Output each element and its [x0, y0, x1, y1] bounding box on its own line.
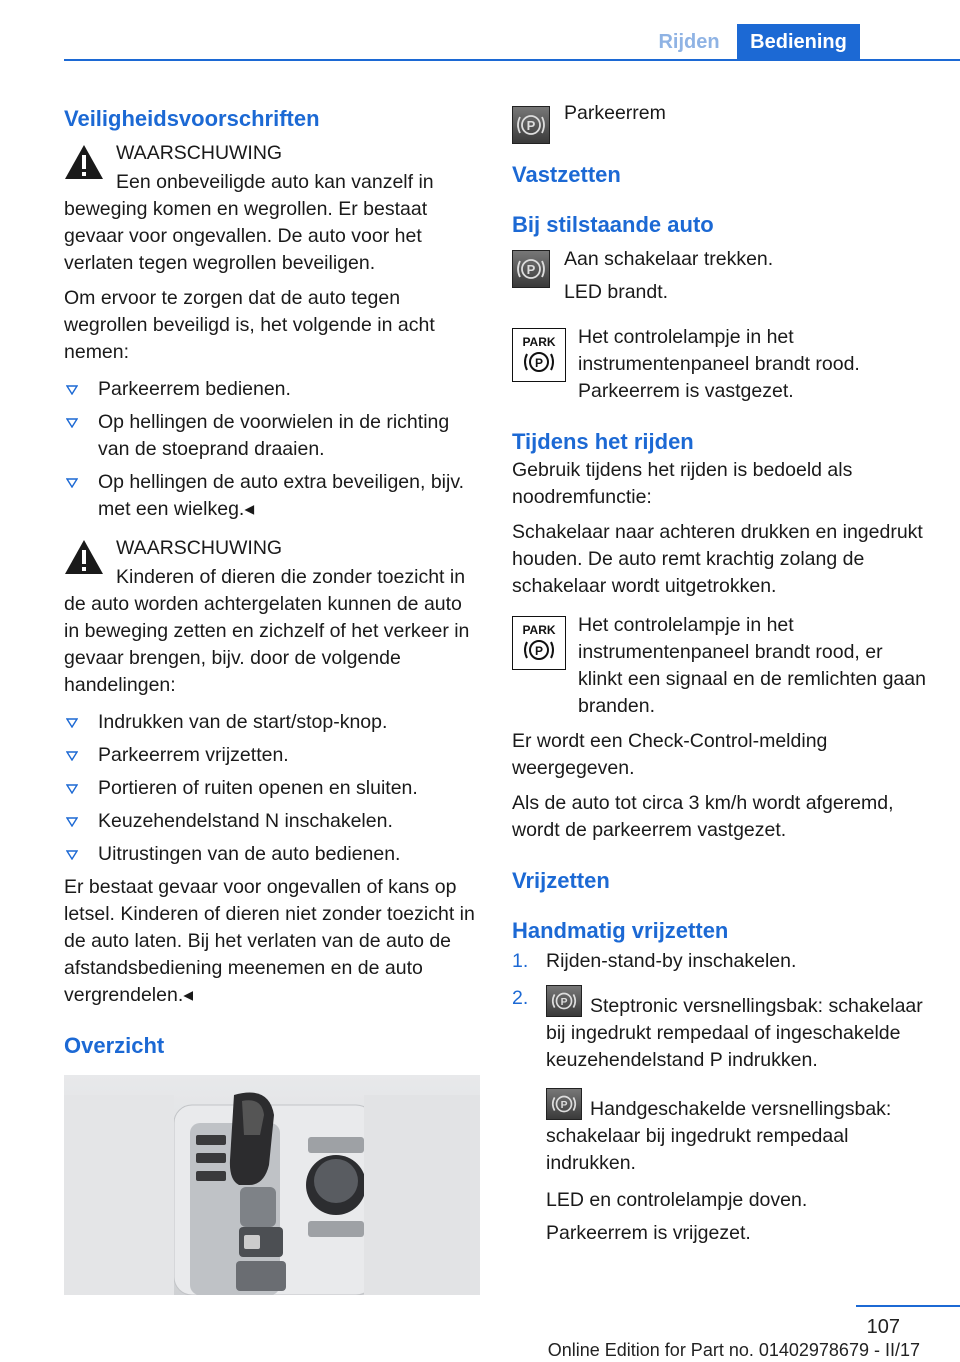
warning-title-1: WAARSCHUWING: [116, 142, 283, 164]
list-item: Parkeerrem bedienen.: [64, 376, 480, 403]
heading-secure: Vastzetten: [512, 162, 621, 187]
center-console-photo: [64, 1075, 480, 1295]
warning-end-text: Er bestaat gevaar voor ongevallen of kans op letsel. Kinderen of dieren niet zonder toezicht in de auto laten. Bij het verlaten van de auto de afstandsbediening meenemen en de auto vergrendelen.◂: [64, 876, 475, 1006]
list-item: [512, 948, 928, 975]
heading-driving: Tijdens het rijden: [512, 429, 694, 454]
list-item: Op hellingen de auto extra beveiligen, bijv. met een wielkeg.◂: [64, 469, 480, 523]
list-item: Parkeerrem vrijzetten.: [64, 742, 480, 769]
park-indicator-icon: [512, 616, 566, 670]
heading-release: Vrijzetten: [512, 868, 610, 893]
bullet-triangle-icon: [66, 751, 78, 761]
parking-brake-button-icon: [512, 250, 550, 288]
footer-rule: [856, 1305, 960, 1307]
stationary-step-led: LED brandt.: [564, 281, 669, 303]
bullet-triangle-icon: [66, 817, 78, 827]
step-text: Steptronic versnellingsbak: schakelaar bij ingedrukt rempedaal of ingeschakelde keuzehendelstand P indrukken.: [546, 995, 923, 1071]
warning-intro: Om ervoor te zorgen dat de auto tegen wegrollen beveiligd is, het volgende in acht nemen:: [64, 287, 435, 363]
warning-triangle-icon: [64, 144, 104, 180]
driving-paragraph-3: Er wordt een Check-Control-melding weergegeven.: [512, 730, 828, 779]
park-indicator-icon: [512, 328, 566, 382]
step-text: Rijden-stand-by inschakelen.: [546, 950, 797, 972]
stationary-step-pull: Aan schakelaar trekken.: [564, 248, 774, 270]
manual-gearbox-note: [546, 1088, 928, 1177]
step-text: Handgeschakelde versnellingsbak: schakelaar bij ingedrukt rempedaal indrukken.: [546, 1098, 892, 1174]
park-lamp-note-1: [512, 324, 928, 405]
parking-brake-button-icon: [546, 985, 582, 1017]
edition-note: Online Edition for Part no. 01402978679 - II/17: [547, 1340, 920, 1360]
svg-text:P: P: [526, 118, 536, 133]
handling-list: [64, 709, 480, 868]
parking-brake-button-icon: [512, 106, 550, 144]
park-lamp-text-2: Het controlelampje in het instrumentenpaneel brandt rood, er klinkt een signaal en de remlichten gaan branden.: [578, 614, 926, 717]
center-console-illustration: [64, 1075, 480, 1295]
svg-text:P: P: [526, 262, 536, 277]
bullet-triangle-icon: [66, 418, 78, 428]
rollaway-list: [64, 376, 480, 523]
list-item: Indrukken van de start/stop-knop.: [64, 709, 480, 736]
warning-text-1: Een onbeveiligde auto kan vanzelf in beweging komen en wegrollen. Er bestaat gevaar voor ongevallen. De auto voor het verlaten tegen wegrollen beveiligen.: [64, 171, 434, 274]
list-item: Uitrustingen van de auto bedienen.: [64, 841, 480, 868]
chapter-tab-bediening[interactable]: Bediening: [737, 24, 860, 61]
parking-brake-button-icon: [546, 1088, 582, 1120]
page-number: 107: [866, 1316, 900, 1338]
warning-block-2: [64, 535, 480, 562]
bullet-triangle-icon: [66, 385, 78, 395]
svg-text:PARK: PARK: [522, 623, 556, 637]
warning-text-2: Kinderen of dieren die zonder toezicht in de auto worden achtergelaten kunnen de auto in beweging zetten en zichzelf of het verkeer in gevaar brengen, bijv. door de volgende handelingen:: [64, 566, 470, 696]
warning-triangle-icon: [64, 539, 104, 575]
right-column: [512, 100, 928, 1257]
chapter-tab-rijden[interactable]: Rijden: [658, 31, 720, 53]
list-item: [512, 985, 928, 1247]
step-led-off: LED en controlelampje doven.: [546, 1189, 808, 1211]
bullet-triangle-icon: [66, 784, 78, 794]
park-lamp-note-2: [512, 612, 928, 720]
stationary-instruction: [512, 246, 928, 306]
svg-text:PARK: PARK: [522, 335, 556, 349]
warning-title-2: WAARSCHUWING: [116, 537, 283, 559]
bullet-triangle-icon: [66, 718, 78, 728]
list-item: Op hellingen de voorwielen in de richting van de stoeprand draaien.: [64, 409, 480, 463]
svg-text:P: P: [560, 1100, 568, 1112]
list-item: Keuzehendelstand N inschakelen.: [64, 808, 480, 835]
svg-text:P: P: [534, 644, 544, 658]
step-number: 2.: [512, 987, 529, 1009]
park-lamp-text-1: Het controlelampje in het instrumentenpaneel brandt rood. Parkeerrem is vastgezet.: [578, 326, 860, 402]
parking-brake-legend: [512, 100, 928, 144]
heading-stationary: Bij stilstaande auto: [512, 212, 714, 237]
bullet-triangle-icon: [66, 850, 78, 860]
step-released: Parkeerrem is vrijgezet.: [546, 1222, 751, 1244]
svg-text:P: P: [560, 997, 568, 1009]
heading-manual-release: Handmatig vrijzetten: [512, 918, 729, 943]
left-column: [64, 100, 480, 1295]
bullet-triangle-icon: [66, 478, 78, 488]
heading-overview: Overzicht: [64, 1033, 165, 1058]
header-rule: [64, 59, 960, 61]
release-steps: [512, 948, 928, 1247]
driving-paragraph-1: Gebruik tijdens het rijden is bedoeld als noodremfunctie:: [512, 459, 853, 508]
list-item: Portieren of ruiten openen en sluiten.: [64, 775, 480, 802]
step-number: 1.: [512, 950, 529, 972]
driving-paragraph-4: Als de auto tot circa 3 km/h wordt afgeremd, wordt de parkeerrem vastgezet.: [512, 792, 894, 841]
heading-safety: Veiligheidsvoorschriften: [64, 106, 320, 131]
driving-paragraph-2: Schakelaar naar achteren drukken en ingedrukt houden. De auto remt krachtig zolang de schakelaar wordt uitgetrokken.: [512, 521, 923, 597]
svg-text:P: P: [534, 356, 544, 370]
warning-block-1: [64, 140, 480, 167]
parking-brake-label: Parkeerrem: [564, 102, 666, 124]
